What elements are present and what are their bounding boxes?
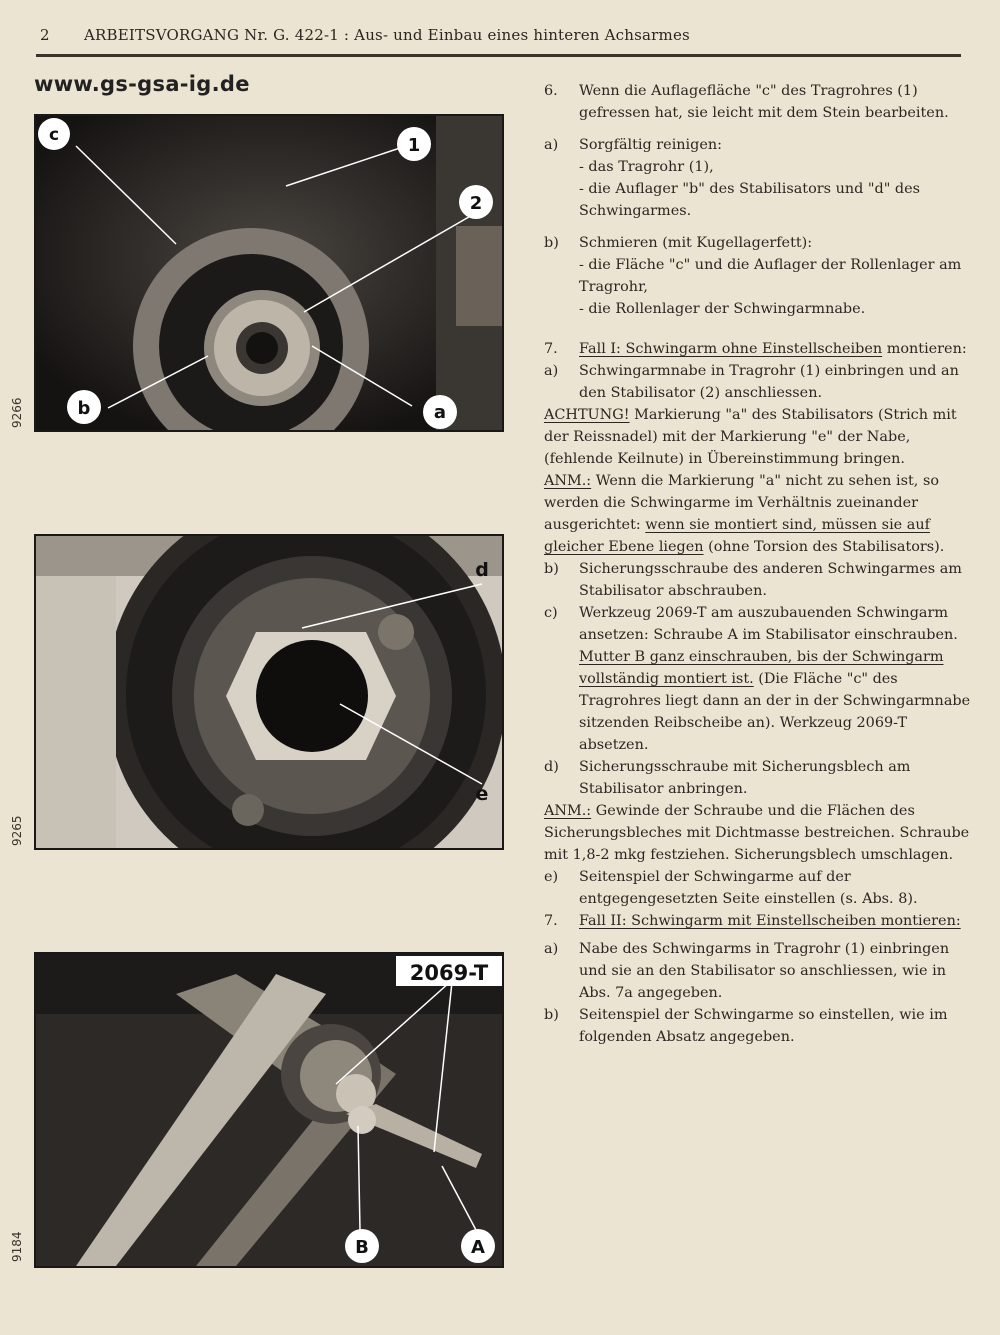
label-e: e xyxy=(475,783,489,805)
label-b: b xyxy=(77,398,91,419)
step-7d: d) Sicherungsschraube mit Sicherungsblech am Stabilisator anbringen. xyxy=(544,759,911,797)
label-2: 2 xyxy=(469,193,483,214)
page-number: 2 xyxy=(40,26,50,44)
photo-9184 xyxy=(34,952,504,1268)
photo-9184-illustration xyxy=(36,954,502,1266)
step-7b: b) Sicherungsschraube des anderen Schwingarmes am Stabilisator abschrauben. xyxy=(544,561,962,599)
step-7e: e) Seitenspiel der Schwingarme auf der entgegengesetzten Seite einstellen (s. Abs. 8). xyxy=(544,869,918,907)
step-7-fall-1: 7. Fall I: Schwingarm ohne Einstellscheiben montieren: xyxy=(544,341,967,357)
photo-9265-illustration xyxy=(36,536,502,848)
page-title: ARBEITSVORGANG Nr. G. 422-1 : Aus- und Einbau eines hinteren Achsarmes xyxy=(84,26,690,44)
step-7c: c) Werkzeug 2069-T am auszubauenden Schwingarm ansetzen: Schraube A im Stabilisator einschrauben. Mutter B ganz einschrauben, bis der Schwingarm vollständig montiert ist. (Die Fläche "c" des Tragrohres liegt dann an der in der Schwingarmnabe sitzenden Reibscheibe an). Werkzeug 2069-T absetzen. xyxy=(544,605,971,753)
label-1: 1 xyxy=(407,135,421,156)
photo-9266-illustration xyxy=(36,116,502,430)
photo-9265 xyxy=(34,534,504,850)
label-B: B xyxy=(355,1237,369,1258)
photo-number-9265: 9265 xyxy=(10,815,24,846)
instructions xyxy=(544,80,974,1048)
label-d: d xyxy=(475,559,489,581)
step-6a: a) Sorgfältig reinigen: - das Tragrohr (1), - die Auflager "b" des Stabilisators und "d" des Schwingarmes. xyxy=(544,137,921,219)
page-header xyxy=(36,24,961,58)
photo-9266 xyxy=(34,114,504,432)
anm-note-1: ANM.: Wenn die Markierung "a" nicht zu sehen ist, so werden die Schwingarme im Verhältnis zueinander ausgerichtet: wenn sie montiert sind, müssen sie auf gleicher Ebene liegen (ohne Torsion des Stabilisators). xyxy=(544,473,945,555)
step-7a: a) Schwingarmnabe in Tragrohr (1) einbringen und an den Stabilisator (2) anschliessen. xyxy=(544,363,959,401)
anm-note-2: ANM.: Gewinde der Schraube und die Flächen des Sicherungsbleches mit Dichtmasse bestreichen. Schraube mit 1,8-2 mkg festziehen. Sicherungsblech umschlagen. xyxy=(544,803,970,863)
label-A: A xyxy=(471,1237,485,1258)
tool-label: 2069-T xyxy=(409,961,489,985)
step-6: 6. Wenn die Auflagefläche "c" des Tragrohres (1) gefressen hat, sie leicht mit dem Stein bearbeiten. xyxy=(544,83,949,121)
step-7ii-a: a) Nabe des Schwingarms in Tragrohr (1) einbringen und sie an den Stabilisator so anschliessen, wie in Abs. 7a angegeben. xyxy=(544,941,950,1001)
step-7-fall-2: 7. Fall II: Schwingarm mit Einstellscheiben montieren: xyxy=(544,913,961,929)
label-a: a xyxy=(433,402,447,423)
website-watermark: www.gs-gsa-ig.de xyxy=(34,72,250,96)
label-c: c xyxy=(48,125,60,145)
header-rule xyxy=(36,54,961,57)
step-6b: b) Schmieren (mit Kugellagerfett): - die Fläche "c" und die Auflager der Rollenlager am Tragrohr, - die Rollenlager der Schwingarmnabe. xyxy=(544,235,962,317)
achtung-note: ACHTUNG! Markierung "a" des Stabilisators (Strich mit der Reissnadel) mit der Markierung "e" der Nabe, (fehlende Keilnute) in Übereinstimmung bringen. xyxy=(544,407,957,467)
photo-number-9266: 9266 xyxy=(10,397,24,428)
photo-number-9184: 9184 xyxy=(10,1231,24,1262)
step-7ii-b: b) Seitenspiel der Schwingarme so einstellen, wie im folgenden Absatz angegeben. xyxy=(544,1007,948,1045)
